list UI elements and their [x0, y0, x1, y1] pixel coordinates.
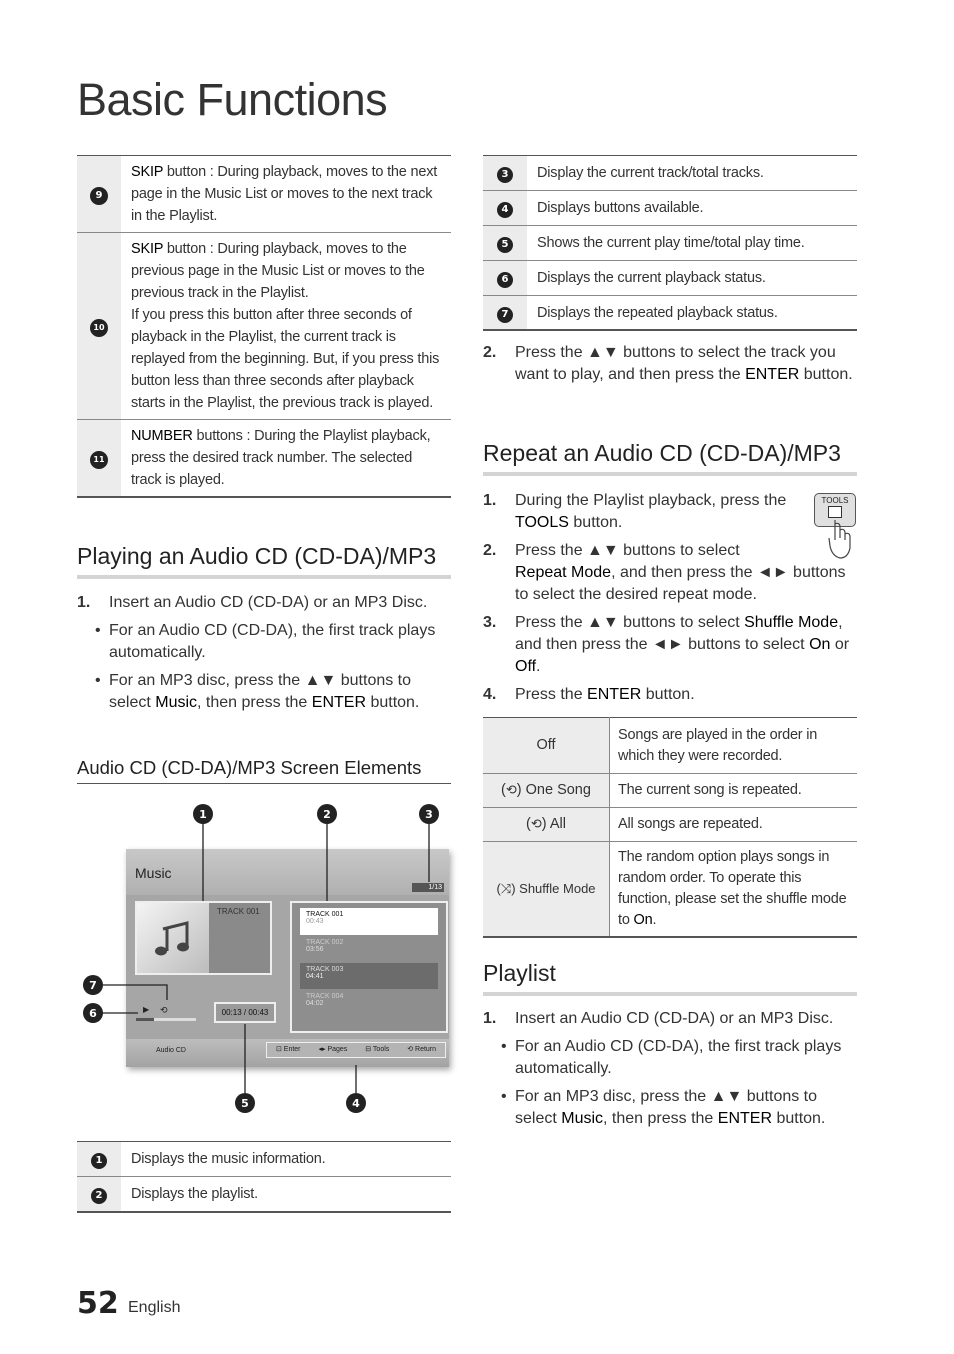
play-status-icon: ▶ [143, 1005, 150, 1014]
step-2 [483, 342, 857, 386]
repeat-all-icon: ⟲ [530, 817, 542, 832]
track-counter: 1/13 [412, 883, 444, 892]
step-number: 1. [483, 492, 497, 509]
step-2 [483, 540, 857, 606]
screen-header: Music [135, 865, 172, 881]
playlist-item-title: TRACK 003 [306, 966, 344, 973]
source-label: Audio CD [156, 1047, 186, 1054]
playlist-item-time: 04:41 [306, 973, 324, 980]
step-key: Shuffle Mode [744, 614, 839, 631]
playlist-steps [483, 1008, 857, 1136]
mode-label: Off [536, 737, 556, 753]
step-text: , and then press the ◄► buttons to select the desired repeat mode. [515, 564, 846, 603]
repeat-status-icon: ⟲ [160, 1005, 168, 1015]
row-text: buttons : During the Playlist playback, press the desired track number. The selected track is played. [131, 428, 431, 488]
repeat-mode-table [483, 717, 857, 938]
mode-cell: (⟲) All [483, 808, 610, 842]
repeat-steps [483, 490, 857, 712]
step-text: During the Playlist playback, press the [515, 492, 787, 509]
description-text: . [652, 912, 657, 928]
repeat-one-icon: ⟲ [505, 783, 517, 798]
table-row [483, 842, 857, 938]
step-text: button. [799, 366, 853, 383]
callout-7: 7 [83, 975, 103, 995]
screen-elements-title: Audio CD (CD-DA)/MP3 Screen Elements [77, 757, 422, 778]
bullet-key: Music [561, 1110, 604, 1127]
callout-3: 3 [419, 804, 439, 824]
table-row [483, 296, 857, 331]
mode-description: All songs are repeated. [610, 808, 858, 842]
left-bottom-table [77, 1141, 451, 1213]
return-control[interactable]: ⟲ Return [407, 1046, 437, 1053]
step-key: Repeat Mode [515, 564, 612, 581]
bullet-text: , then press the [197, 694, 312, 711]
row-text: Displays the playlist. [121, 1177, 451, 1213]
page-language: English [128, 1299, 181, 1316]
callout-number: 2 [91, 1188, 107, 1204]
row-text: Shows the current play time/total play time. [527, 226, 857, 261]
key-label: NUMBER [131, 428, 193, 444]
step-text: Insert an Audio CD (CD-DA) or an MP3 Disc. [109, 594, 428, 611]
callout-2: 2 [317, 804, 337, 824]
step-key: ENTER [587, 686, 642, 703]
table-row [483, 226, 857, 261]
step-text: Press the [515, 686, 588, 703]
table-row [483, 156, 857, 191]
control-label: Pages [327, 1046, 348, 1053]
row-extra: If you press this button after three seconds of playback in the Playlist, the current track is replayed from the beginning. But, if you press this button less than three seconds after playback starts in the Playlist, the previous track is played. [131, 307, 440, 411]
page-title: Basic Functions [77, 74, 388, 125]
section-title-repeat: Repeat an Audio CD (CD-DA)/MP3 [483, 440, 841, 466]
bullet-key: Music [155, 694, 198, 711]
section-title-playlist: Playlist [483, 960, 556, 986]
right-step-2 [483, 342, 857, 392]
callout-number: 5 [497, 237, 513, 253]
section-divider [483, 472, 857, 476]
mode-cell: (⤨) Shuffle Mode [483, 842, 610, 938]
mode-cell [483, 718, 610, 774]
step-number: 1. [483, 1010, 497, 1027]
mode-cell: (⟲) One Song [483, 774, 610, 808]
bullet-text: button. [772, 1110, 826, 1127]
playlist-item-time: 04:02 [306, 1000, 324, 1007]
section-title-playing: Playing an Audio CD (CD-DA)/MP3 [77, 543, 437, 569]
key-label: SKIP [131, 164, 163, 180]
playlist-item-time: 03:56 [306, 946, 324, 953]
bullet-key: ENTER [717, 1110, 772, 1127]
bullet-text: For an MP3 disc, press the ▲▼ buttons to select [515, 1088, 818, 1127]
row-text: Displays the music information. [121, 1142, 451, 1177]
table-row [483, 808, 857, 842]
table-row [77, 1142, 451, 1177]
section-divider [483, 992, 857, 996]
tools-control[interactable]: ⊟ Tools [365, 1046, 390, 1053]
bullet-text: For an Audio CD (CD-DA), the first track plays automatically. [515, 1038, 842, 1077]
mode-label: ) All [541, 816, 566, 832]
bullet-text: , then press the [603, 1110, 718, 1127]
step-1 [483, 1008, 857, 1030]
right-top-table [483, 155, 857, 331]
row-text: Displays the repeated playback status. [527, 296, 857, 331]
playlist-item-title: TRACK 004 [306, 993, 344, 1000]
playlist-item-title: TRACK 002 [306, 939, 344, 946]
callout-number: 7 [497, 307, 513, 323]
step-text: . [536, 658, 541, 675]
step-number: 2. [483, 542, 497, 559]
tools-icon-label: TOOLS [821, 496, 849, 505]
now-playing-track: TRACK 001 [217, 907, 260, 916]
bullet [499, 1036, 857, 1080]
callout-5: 5 [235, 1093, 255, 1113]
callout-number: 1 [91, 1153, 107, 1169]
pages-control[interactable]: ◂▸ Pages [318, 1046, 348, 1053]
row-text: Display the current track/total tracks. [527, 156, 857, 191]
callout-number: 3 [497, 167, 513, 183]
step-key: Off [515, 658, 537, 675]
play-time: 00:13 / 00:43 [214, 1002, 276, 1023]
control-label: Tools [372, 1046, 390, 1053]
step-text: , and then press the ◄► buttons to select [515, 614, 843, 653]
step-4 [483, 684, 857, 706]
step-text: Press the ▲▼ buttons to select the track you want to play, and then press the [515, 344, 836, 383]
callout-number: 6 [497, 272, 513, 288]
bullet-text: For an MP3 disc, press the ▲▼ buttons to select [109, 672, 412, 711]
callout-1: 1 [193, 804, 213, 824]
description-key: On [633, 912, 653, 928]
row-text: Displays the current playback status. [527, 261, 857, 296]
step-text: Press the ▲▼ buttons to select [515, 542, 740, 559]
row-text: button : During playback, moves to the next page in the Music List or moves to the next track in the Playlist. [131, 164, 438, 224]
step-number: 3. [483, 614, 497, 631]
step-number: 4. [483, 686, 497, 703]
step-3 [483, 612, 857, 678]
bullet-key: ENTER [311, 694, 366, 711]
table-row [483, 718, 857, 774]
table-row [77, 1177, 451, 1213]
step-text: Insert an Audio CD (CD-DA) or an MP3 Disc. [515, 1010, 834, 1027]
page-number: 52 [77, 1286, 119, 1321]
step-text: or [830, 636, 850, 653]
mode-label: ) Shuffle Mode [511, 881, 596, 896]
callout-number: 9 [90, 187, 108, 205]
playlist-item-title: TRACK 001 [306, 911, 344, 918]
table-row [483, 261, 857, 296]
callout-number: 10 [90, 319, 108, 337]
step-number: 2. [483, 344, 497, 361]
callout-4: 4 [346, 1093, 366, 1113]
step-key: TOOLS [515, 514, 569, 531]
mode-label: ) One Song [516, 782, 591, 798]
row-text: button : During playback, moves to the previous page in the Music List or moves to the previous track in the Playlist. [131, 241, 425, 301]
mode-description: Songs are played in the order in which they were recorded. [610, 718, 858, 774]
step-1 [483, 490, 805, 534]
step-key: ENTER [745, 366, 800, 383]
callout-number: 4 [497, 202, 513, 218]
step-text: Press the ▲▼ buttons to select [515, 614, 745, 631]
description-text: The random option plays songs in random order. To operate this function, please set the shuffle mode to [618, 849, 847, 928]
callout-number: 11 [90, 451, 108, 469]
step-key: On [809, 636, 831, 653]
playlist-item-time: 00:43 [306, 918, 324, 925]
callout-6: 6 [83, 1003, 103, 1023]
table-row [483, 774, 857, 808]
bullet-text: button. [366, 694, 420, 711]
step-number: 1. [77, 594, 91, 611]
mode-description [610, 842, 858, 938]
bullet [499, 1086, 857, 1130]
shuffle-icon: ⤨ [500, 882, 512, 897]
bullet-text: For an Audio CD (CD-DA), the first track plays automatically. [109, 622, 436, 661]
enter-control[interactable]: ⊡ Enter [275, 1046, 301, 1053]
control-label: Enter [283, 1046, 301, 1053]
key-label: SKIP [131, 241, 163, 257]
row-text: Displays buttons available. [527, 191, 857, 226]
table-row [483, 191, 857, 226]
control-label: Return [415, 1046, 437, 1053]
step-text: button. [641, 686, 695, 703]
step-text: button. [568, 514, 623, 531]
mode-description: The current song is repeated. [610, 774, 858, 808]
